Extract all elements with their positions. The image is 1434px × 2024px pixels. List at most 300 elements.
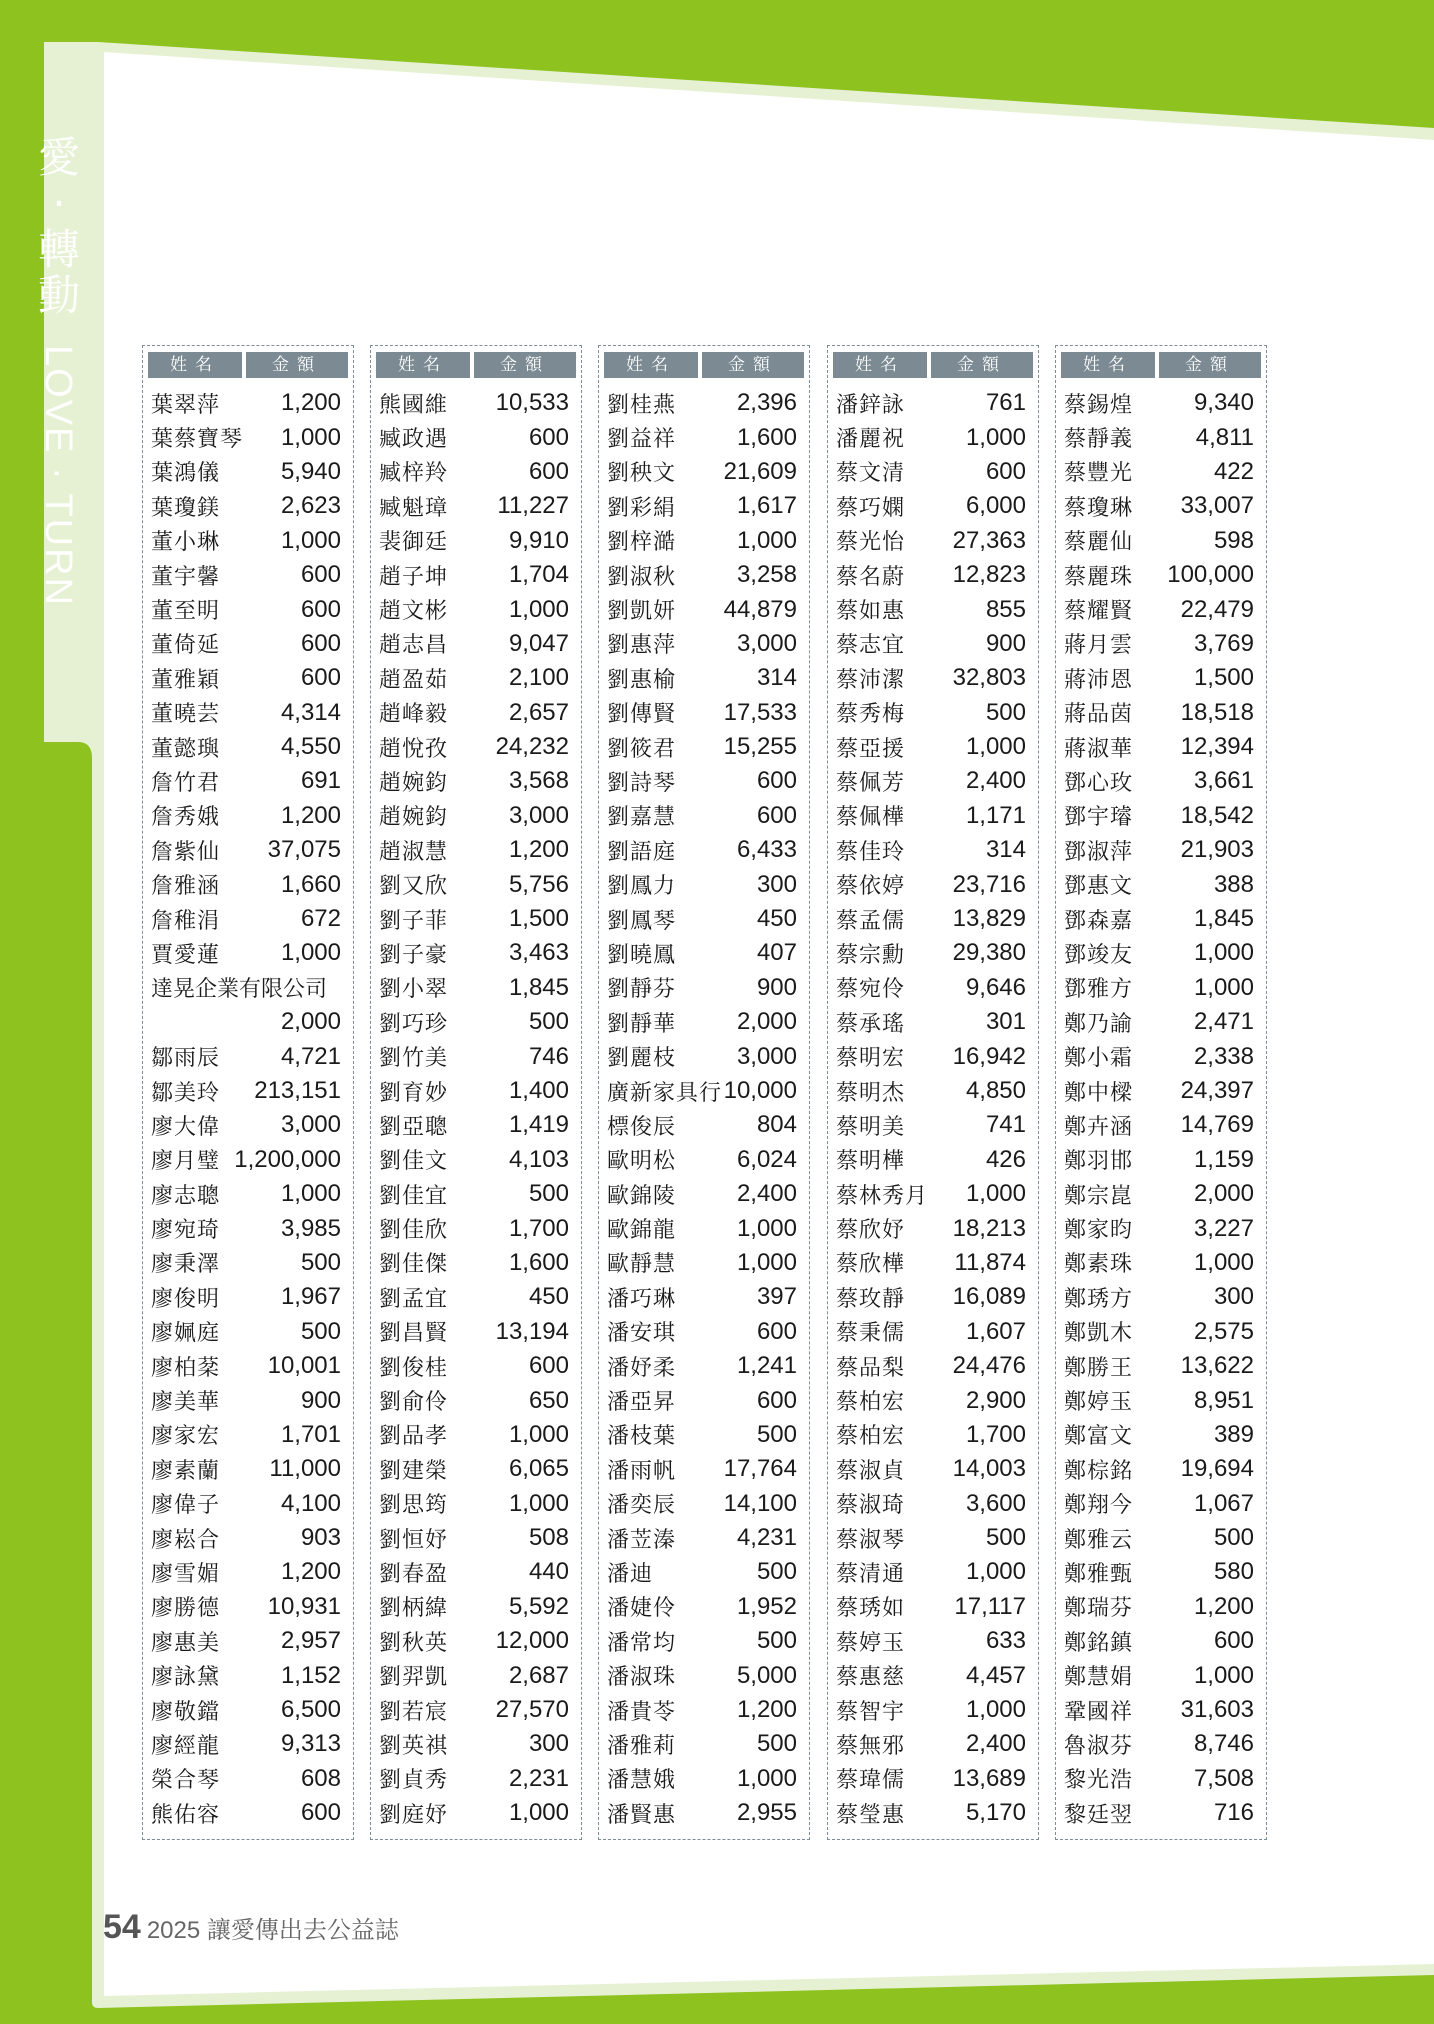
donor-name: 廖雪媚 — [151, 1561, 221, 1587]
table-row — [607, 971, 797, 1005]
table-row — [151, 833, 341, 867]
donation-amount: 500 — [756, 1558, 797, 1586]
table-row — [607, 764, 797, 798]
table-row — [836, 1658, 1026, 1692]
donor-name: 鄧雅方 — [1064, 977, 1134, 1003]
donation-amount: 300 — [756, 870, 797, 898]
table-row — [836, 1624, 1026, 1658]
table-row — [151, 1796, 341, 1830]
table-row — [151, 661, 341, 695]
donation-amount: 600 — [1213, 1627, 1254, 1655]
table-row — [836, 1074, 1026, 1108]
table-row — [379, 420, 569, 454]
donation-amount: 2,400 — [736, 1180, 797, 1208]
table-row — [607, 1143, 797, 1177]
table-row — [379, 489, 569, 523]
donation-amount: 1,000 — [1193, 939, 1254, 967]
donation-amount: 3,769 — [1193, 629, 1254, 657]
table-row — [151, 1658, 341, 1692]
table-row — [607, 1693, 797, 1727]
donor-name: 蔡林秀月 — [836, 1183, 929, 1209]
table-row — [379, 833, 569, 867]
donation-amount: 1,000 — [736, 1214, 797, 1242]
donation-amount: 1,952 — [736, 1592, 797, 1620]
donation-amount: 1,617 — [736, 492, 797, 520]
donor-name: 劉柄緯 — [379, 1596, 449, 1622]
table-row — [836, 627, 1026, 661]
table-row — [1064, 833, 1254, 867]
donation-amount: 3,000 — [508, 801, 569, 829]
table-row — [151, 592, 341, 626]
table-row — [607, 1590, 797, 1624]
donor-name: 潘婕伶 — [607, 1596, 677, 1622]
table-row — [1064, 1590, 1254, 1624]
donation-amount: 716 — [1213, 1799, 1254, 1827]
donor-name: 劉佳文 — [379, 1149, 449, 1175]
header-name: 姓名 — [604, 352, 698, 378]
donor-name: 劉貞秀 — [379, 1768, 449, 1794]
donor-name: 趙峰毅 — [379, 702, 449, 728]
donor-name: 鄧惠文 — [1064, 874, 1134, 900]
table-row — [607, 730, 797, 764]
table-row — [607, 489, 797, 523]
donation-amount: 9,047 — [508, 629, 569, 657]
donation-amount: 1,500 — [1193, 664, 1254, 692]
table-row — [607, 420, 797, 454]
page-number: 54 — [103, 1908, 141, 1946]
donor-name: 蔡沛潔 — [836, 667, 906, 693]
table-row — [836, 1211, 1026, 1245]
donation-amount: 1,000 — [736, 1764, 797, 1792]
table-row — [607, 1796, 797, 1830]
donation-amount: 500 — [300, 1317, 341, 1345]
donation-amount: 2,575 — [1193, 1317, 1254, 1345]
table-row — [607, 1177, 797, 1211]
table-row — [1064, 1624, 1254, 1658]
donation-amount: 37,075 — [267, 836, 341, 864]
donor-name: 劉育妙 — [379, 1080, 449, 1106]
donor-name: 蔣品茵 — [1064, 702, 1134, 728]
donation-amount: 14,100 — [723, 1489, 797, 1517]
donation-amount: 21,903 — [1180, 836, 1254, 864]
donation-amount: 1,241 — [736, 1352, 797, 1380]
donation-amount: 6,500 — [280, 1696, 341, 1724]
donor-name: 趙志昌 — [379, 633, 449, 659]
donor-name: 蔡宛伶 — [836, 977, 906, 1003]
table-row — [151, 1693, 341, 1727]
donor-name: 蔡智宇 — [836, 1699, 906, 1725]
donor-name: 劉彩絹 — [607, 495, 677, 521]
donor-name: 趙婉鈞 — [379, 770, 449, 796]
table-row — [1064, 799, 1254, 833]
donation-amount: 1,200 — [1193, 1592, 1254, 1620]
side-latin-title: LOVE · TURN — [37, 345, 79, 608]
donation-amount: 608 — [300, 1764, 341, 1792]
table-row — [379, 1383, 569, 1417]
table-row — [836, 1005, 1026, 1039]
donation-amount: 1,000 — [280, 1180, 341, 1208]
donor-name: 鄭雅云 — [1064, 1527, 1134, 1553]
donor-name: 歐明松 — [607, 1149, 677, 1175]
table-row — [607, 1762, 797, 1796]
donor-name: 蔡明杰 — [836, 1080, 906, 1106]
table-header — [1061, 352, 1261, 378]
donation-amount: 300 — [1213, 1283, 1254, 1311]
donation-amount: 1,200 — [280, 1558, 341, 1586]
header-amount: 金額 — [1159, 352, 1261, 378]
donation-amount: 6,000 — [965, 492, 1026, 520]
donation-amount: 4,721 — [280, 1042, 341, 1070]
table-row — [1064, 696, 1254, 730]
donation-amount: 1,159 — [1193, 1145, 1254, 1173]
table-row — [151, 1074, 341, 1108]
donor-name: 臧政遇 — [379, 427, 449, 453]
table-row — [379, 1727, 569, 1761]
table-row — [379, 1418, 569, 1452]
table-row — [379, 1074, 569, 1108]
table-row — [607, 1658, 797, 1692]
donor-name: 鄭卉涵 — [1064, 1114, 1134, 1140]
table-row — [836, 1693, 1026, 1727]
table-row — [836, 558, 1026, 592]
donor-name: 蔡淑琴 — [836, 1527, 906, 1553]
donor-name: 劉俞伶 — [379, 1390, 449, 1416]
table-row — [151, 1315, 341, 1349]
donation-amount: 100,000 — [1167, 561, 1254, 589]
donor-name: 蔡巧嫻 — [836, 495, 906, 521]
donor-name: 潘妤柔 — [607, 1355, 677, 1381]
table-row — [151, 730, 341, 764]
donation-amount: 900 — [300, 1386, 341, 1414]
donation-amount: 32,803 — [952, 664, 1026, 692]
donation-amount: 213,151 — [254, 1077, 341, 1104]
donation-amount: 389 — [1213, 1420, 1254, 1448]
donor-name: 劉鳳琴 — [607, 908, 677, 934]
donor-name: 劉春盈 — [379, 1561, 449, 1587]
table-row — [607, 558, 797, 592]
table-row — [607, 1727, 797, 1761]
table-row — [1064, 1177, 1254, 1211]
donation-amount: 900 — [756, 973, 797, 1001]
donor-name: 蔡名蔚 — [836, 564, 906, 590]
donation-amount: 24,232 — [495, 733, 569, 761]
table-row — [607, 1383, 797, 1417]
donor-name: 蔡明樺 — [836, 1149, 906, 1175]
table-row — [1064, 1108, 1254, 1142]
table-row — [379, 1487, 569, 1521]
donor-name: 潘常均 — [607, 1630, 677, 1656]
donor-name: 潘賢惠 — [607, 1802, 677, 1828]
donor-name: 廖崧合 — [151, 1527, 221, 1553]
table-row — [151, 1383, 341, 1417]
table-row — [151, 936, 341, 970]
donor-name: 蔡淑琦 — [836, 1493, 906, 1519]
donor-name: 蔡瑩惠 — [836, 1802, 906, 1828]
donor-name: 趙淑慧 — [379, 839, 449, 865]
donor-name: 蔡淑貞 — [836, 1458, 906, 1484]
donor-name: 蔡宗勳 — [836, 942, 906, 968]
donor-name: 鄭翔今 — [1064, 1493, 1134, 1519]
donation-amount: 4,550 — [280, 733, 341, 761]
donation-amount: 633 — [985, 1627, 1026, 1655]
table-header — [833, 352, 1033, 378]
table-row — [1064, 1349, 1254, 1383]
donor-name: 劉凱妍 — [607, 599, 677, 625]
donor-name: 廖勝德 — [151, 1596, 221, 1622]
donation-amount: 600 — [528, 457, 569, 485]
donation-amount: 3,661 — [1193, 767, 1254, 795]
table-row — [379, 627, 569, 661]
donation-amount: 6,065 — [508, 1455, 569, 1483]
donor-name: 劉品孝 — [379, 1424, 449, 1450]
donation-amount: 10,000 — [723, 1077, 797, 1104]
table-row — [151, 1143, 341, 1177]
donation-amount: 600 — [300, 664, 341, 692]
table-row — [379, 455, 569, 489]
donation-amount: 4,314 — [280, 698, 341, 726]
donor-table-4 — [827, 345, 1039, 1840]
donor-name: 黎廷翌 — [1064, 1802, 1134, 1828]
donation-amount: 13,194 — [495, 1317, 569, 1345]
donor-name: 熊佑容 — [151, 1802, 221, 1828]
table-row — [151, 1280, 341, 1314]
donation-amount: 14,769 — [1180, 1111, 1254, 1139]
table-row — [1064, 1246, 1254, 1280]
donation-amount: 4,103 — [508, 1145, 569, 1173]
table-row — [379, 524, 569, 558]
donor-name: 蔡瑋儒 — [836, 1768, 906, 1794]
header-amount: 金額 — [246, 352, 348, 378]
donor-name: 鄭慧娟 — [1064, 1665, 1134, 1691]
donation-amount: 16,089 — [952, 1283, 1026, 1311]
donor-name: 廖宛琦 — [151, 1218, 221, 1244]
table-row — [1064, 902, 1254, 936]
donor-name: 蔡玫靜 — [836, 1286, 906, 1312]
side-title-char: 轉 — [37, 225, 80, 274]
donation-amount: 2,100 — [508, 664, 569, 692]
table-row — [379, 799, 569, 833]
table-row — [607, 1211, 797, 1245]
table-row — [379, 1280, 569, 1314]
donor-name: 劉惠萍 — [607, 633, 677, 659]
donation-amount: 500 — [985, 698, 1026, 726]
donation-amount: 746 — [528, 1042, 569, 1070]
donation-amount: 3,985 — [280, 1214, 341, 1242]
donation-amount: 804 — [756, 1111, 797, 1139]
donor-name: 詹稚涓 — [151, 908, 221, 934]
donor-name: 劉思筠 — [379, 1493, 449, 1519]
table-row — [836, 696, 1026, 730]
table-row — [607, 627, 797, 661]
donation-amount: 1,000 — [280, 526, 341, 554]
table-row — [836, 1590, 1026, 1624]
donation-amount: 14,003 — [952, 1455, 1026, 1483]
table-row — [151, 489, 341, 523]
table-row — [379, 1693, 569, 1727]
donation-amount: 450 — [756, 905, 797, 933]
donation-amount: 1,400 — [508, 1077, 569, 1104]
table-row — [379, 1762, 569, 1796]
donation-amount: 6,024 — [736, 1145, 797, 1173]
donation-amount: 440 — [528, 1558, 569, 1586]
donation-amount: 500 — [985, 1524, 1026, 1552]
donor-table-5 — [1055, 345, 1267, 1840]
donor-name: 劉傳賢 — [607, 702, 677, 728]
table-row — [607, 902, 797, 936]
donor-name: 詹紫仙 — [151, 839, 221, 865]
donation-amount: 5,170 — [965, 1799, 1026, 1827]
table-row — [1064, 1487, 1254, 1521]
table-row — [836, 386, 1026, 420]
donation-amount: 2,000 — [280, 1008, 341, 1036]
donation-amount: 600 — [756, 767, 797, 795]
donation-amount: 1,200 — [508, 836, 569, 864]
donor-name: 潘慧娥 — [607, 1768, 677, 1794]
donor-name: 鄒美玲 — [151, 1080, 221, 1106]
donor-name: 廖柏棻 — [151, 1355, 221, 1381]
donor-name: 劉梓澔 — [607, 530, 677, 556]
donor-name: 鄭宗崑 — [1064, 1183, 1134, 1209]
donor-name: 標俊辰 — [607, 1114, 677, 1140]
donor-name: 趙盈茹 — [379, 667, 449, 693]
donation-amount: 1,704 — [508, 561, 569, 589]
table-row — [1064, 1796, 1254, 1830]
donor-name: 廖素蘭 — [151, 1458, 221, 1484]
donor-name: 葉瓊鎂 — [151, 495, 221, 521]
donation-amount: 580 — [1213, 1558, 1254, 1586]
donor-name: 董小琳 — [151, 530, 221, 556]
header-name: 姓名 — [1061, 352, 1155, 378]
donor-name: 董倚延 — [151, 633, 221, 659]
table-row — [836, 1487, 1026, 1521]
table-row — [607, 1315, 797, 1349]
donation-amount: 500 — [756, 1627, 797, 1655]
table-row — [836, 489, 1026, 523]
donation-amount: 5,756 — [508, 870, 569, 898]
donation-amount: 741 — [985, 1111, 1026, 1139]
table-rows — [607, 386, 797, 1830]
donation-amount: 1,000 — [965, 1696, 1026, 1724]
donor-name: 鄭凱木 — [1064, 1321, 1134, 1347]
donation-amount: 3,000 — [736, 1042, 797, 1070]
side-title-char: 愛 — [37, 133, 80, 182]
donor-name: 鄭素珠 — [1064, 1252, 1134, 1278]
table-row — [836, 730, 1026, 764]
donation-amount: 1,200 — [280, 389, 341, 417]
donor-name: 劉曉鳳 — [607, 942, 677, 968]
donor-name: 蔡品梨 — [836, 1355, 906, 1381]
table-row — [836, 1521, 1026, 1555]
donation-amount: 4,811 — [1195, 423, 1254, 451]
donation-amount: 600 — [300, 629, 341, 657]
table-row — [151, 455, 341, 489]
table-row — [607, 1039, 797, 1073]
donor-name: 蔡錫煌 — [1064, 392, 1134, 418]
donor-name: 董宇馨 — [151, 564, 221, 590]
donor-name: 葉鴻儀 — [151, 461, 221, 487]
donor-name: 廖經龍 — [151, 1733, 221, 1759]
table-row — [607, 592, 797, 626]
table-row — [1064, 1315, 1254, 1349]
donor-name: 廖惠美 — [151, 1630, 221, 1656]
donor-name: 蔡豐光 — [1064, 461, 1134, 487]
donation-amount: 3,463 — [508, 939, 569, 967]
donation-amount: 29,380 — [952, 939, 1026, 967]
donation-amount: 903 — [300, 1524, 341, 1552]
donation-amount: 6,433 — [736, 836, 797, 864]
donor-name: 趙婉鈞 — [379, 805, 449, 831]
donor-name: 臧梓羚 — [379, 461, 449, 487]
donor-name: 潘雨帆 — [607, 1458, 677, 1484]
table-row — [836, 524, 1026, 558]
donation-amount: 1,419 — [508, 1111, 569, 1139]
donation-amount: 44,879 — [723, 595, 797, 623]
table-row — [379, 696, 569, 730]
donor-name: 潘奕辰 — [607, 1493, 677, 1519]
donor-name: 鄭雅甄 — [1064, 1561, 1134, 1587]
donor-name: 劉惠榆 — [607, 667, 677, 693]
donation-amount: 1,000 — [280, 939, 341, 967]
donor-name: 鄭銘鎮 — [1064, 1630, 1134, 1656]
table-row — [379, 1349, 569, 1383]
donation-amount: 598 — [1213, 526, 1254, 554]
donation-amount: 3,000 — [736, 629, 797, 657]
table-row — [379, 936, 569, 970]
table-row — [607, 936, 797, 970]
donation-amount: 27,570 — [495, 1696, 569, 1724]
table-row — [379, 867, 569, 901]
donation-amount: 2,231 — [508, 1764, 569, 1792]
donor-name: 劉巧珍 — [379, 1011, 449, 1037]
donation-amount: 2,338 — [1193, 1042, 1254, 1070]
donation-amount: 13,622 — [1180, 1352, 1254, 1380]
table-row — [151, 971, 341, 1005]
donor-name: 劉桂燕 — [607, 392, 677, 418]
table-row — [1064, 627, 1254, 661]
donor-name: 潘淑珠 — [607, 1665, 677, 1691]
table-row — [151, 1487, 341, 1521]
table-row — [836, 1452, 1026, 1486]
donor-name: 蔡瓊琳 — [1064, 495, 1134, 521]
donation-amount: 600 — [300, 595, 341, 623]
donor-name: 劉嘉慧 — [607, 805, 677, 831]
table-row — [151, 867, 341, 901]
table-row — [1064, 867, 1254, 901]
donation-amount: 1,967 — [280, 1283, 341, 1311]
donor-name: 熊國維 — [379, 392, 449, 418]
table-row — [151, 1452, 341, 1486]
donor-name: 蔣沛恩 — [1064, 667, 1134, 693]
donation-amount: 15,255 — [723, 733, 797, 761]
donor-name: 蔡佳玲 — [836, 839, 906, 865]
donor-name: 劉語庭 — [607, 839, 677, 865]
donor-name: 潘亞昇 — [607, 1390, 677, 1416]
donor-name: 黎光浩 — [1064, 1768, 1134, 1794]
donor-name: 廖敬鐺 — [151, 1699, 221, 1725]
donation-amount: 13,829 — [952, 905, 1026, 933]
donation-amount: 3,000 — [280, 1111, 341, 1139]
table-row — [607, 1624, 797, 1658]
donor-name: 蔡琇如 — [836, 1596, 906, 1622]
donor-name: 達晃企業有限公司 — [151, 977, 328, 1003]
donor-name: 劉佳宜 — [379, 1183, 449, 1209]
table-header — [376, 352, 576, 378]
donation-amount: 1,000 — [736, 1248, 797, 1276]
donor-table-3 — [598, 345, 810, 1840]
table-row — [1064, 1143, 1254, 1177]
donor-name: 蔡靜義 — [1064, 427, 1134, 453]
donation-amount: 301 — [985, 1008, 1026, 1036]
